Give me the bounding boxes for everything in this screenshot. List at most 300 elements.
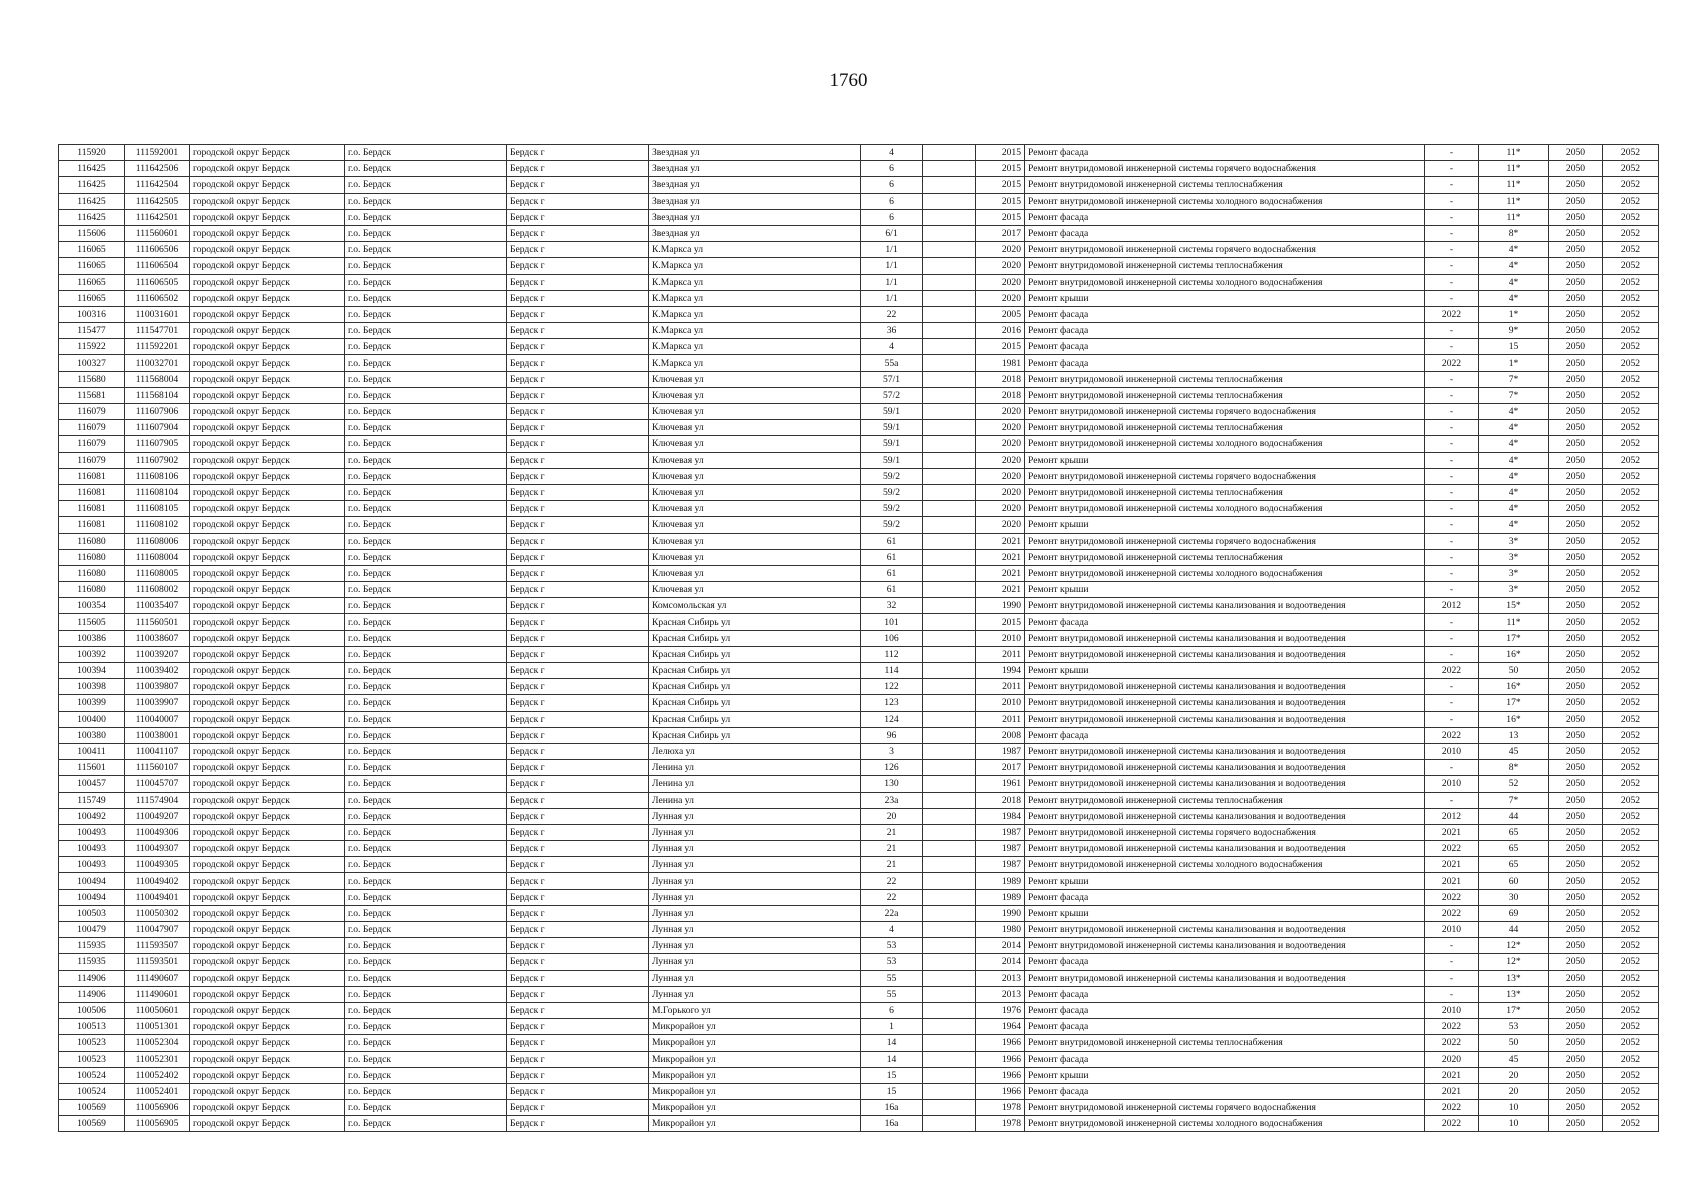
cell-settlement: Бердск г — [507, 1083, 649, 1099]
cell-house-id: 100493 — [59, 824, 125, 840]
cell-municipality: городской округ Бердск — [190, 145, 345, 161]
cell-municipality: городской округ Бердск — [190, 970, 345, 986]
cell-build-year: 2021 — [976, 582, 1025, 598]
cell-element-id: 111608004 — [125, 549, 190, 565]
cell-plan-start-year: 2050 — [1549, 598, 1603, 614]
cell-work-type: Ремонт внутридомовой инженерной системы теплоснабжения — [1025, 1035, 1425, 1051]
cell-last-repair-year: 2022 — [1425, 841, 1479, 857]
cell-build-year: 1987 — [976, 743, 1025, 759]
cell-house-number: 4 — [861, 339, 923, 355]
cell-plan-end-year: 2052 — [1603, 889, 1659, 905]
table-row — [59, 225, 1659, 241]
cell-settlement: Бердск г — [507, 161, 649, 177]
cell-municipal-short: г.о. Бердск — [345, 630, 507, 646]
cell-element-id: 110039907 — [125, 695, 190, 711]
cell-street: Ключевая ул — [649, 371, 861, 387]
cell-house-number: 21 — [861, 824, 923, 840]
cell-street: Красная Сибирь ул — [649, 646, 861, 662]
cell-house-id: 116079 — [59, 420, 125, 436]
cell-housing — [923, 1002, 976, 1018]
cell-street: Лунная ул — [649, 986, 861, 1002]
cell-house-id: 100457 — [59, 776, 125, 792]
cell-wear-percent: 13* — [1479, 986, 1549, 1002]
cell-house-number: 1/1 — [861, 274, 923, 290]
cell-work-type: Ремонт внутридомовой инженерной системы канализования и водоотведения — [1025, 598, 1425, 614]
cell-wear-percent: 11* — [1479, 161, 1549, 177]
cell-plan-start-year: 2050 — [1549, 792, 1603, 808]
cell-last-repair-year: 2021 — [1425, 1067, 1479, 1083]
table-row — [59, 646, 1659, 662]
cell-last-repair-year: - — [1425, 970, 1479, 986]
cell-house-id: 116080 — [59, 533, 125, 549]
cell-municipal-short: г.о. Бердск — [345, 695, 507, 711]
table-row — [59, 452, 1659, 468]
cell-work-type: Ремонт крыши — [1025, 517, 1425, 533]
cell-housing — [923, 290, 976, 306]
cell-municipal-short: г.о. Бердск — [345, 323, 507, 339]
cell-plan-start-year: 2050 — [1549, 873, 1603, 889]
cell-settlement: Бердск г — [507, 468, 649, 484]
cell-element-id: 111608002 — [125, 582, 190, 598]
cell-municipal-short: г.о. Бердск — [345, 274, 507, 290]
cell-municipality: городской округ Бердск — [190, 938, 345, 954]
cell-last-repair-year: - — [1425, 582, 1479, 598]
cell-wear-percent: 11* — [1479, 193, 1549, 209]
cell-plan-end-year: 2052 — [1603, 193, 1659, 209]
cell-municipal-short: г.о. Бердск — [345, 371, 507, 387]
cell-work-type: Ремонт внутридомовой инженерной системы теплоснабжения — [1025, 484, 1425, 500]
cell-wear-percent: 12* — [1479, 954, 1549, 970]
table-row — [59, 290, 1659, 306]
cell-municipal-short: г.о. Бердск — [345, 355, 507, 371]
cell-municipality: городской округ Бердск — [190, 501, 345, 517]
cell-settlement: Бердск г — [507, 727, 649, 743]
table-row — [59, 355, 1659, 371]
cell-plan-end-year: 2052 — [1603, 743, 1659, 759]
cell-municipality: городской округ Бердск — [190, 808, 345, 824]
cell-house-number: 23а — [861, 792, 923, 808]
cell-plan-end-year: 2052 — [1603, 420, 1659, 436]
cell-build-year: 1990 — [976, 598, 1025, 614]
cell-house-id: 116425 — [59, 209, 125, 225]
cell-municipality: городской округ Бердск — [190, 1067, 345, 1083]
cell-plan-start-year: 2050 — [1549, 905, 1603, 921]
cell-house-id: 115935 — [59, 954, 125, 970]
cell-municipal-short: г.о. Бердск — [345, 1035, 507, 1051]
cell-plan-end-year: 2052 — [1603, 841, 1659, 857]
table-row — [59, 760, 1659, 776]
cell-plan-start-year: 2050 — [1549, 501, 1603, 517]
cell-municipal-short: г.о. Бердск — [345, 889, 507, 905]
cell-plan-end-year: 2052 — [1603, 760, 1659, 776]
cell-plan-end-year: 2052 — [1603, 679, 1659, 695]
cell-municipality: городской округ Бердск — [190, 355, 345, 371]
cell-wear-percent: 3* — [1479, 549, 1549, 565]
cell-work-type: Ремонт крыши — [1025, 663, 1425, 679]
table-row — [59, 598, 1659, 614]
cell-element-id: 110051301 — [125, 1019, 190, 1035]
cell-build-year: 2015 — [976, 614, 1025, 630]
cell-work-type: Ремонт внутридомовой инженерной системы горячего водоснабжения — [1025, 468, 1425, 484]
cell-municipality: городской округ Бердск — [190, 614, 345, 630]
cell-house-id: 100493 — [59, 841, 125, 857]
cell-last-repair-year: - — [1425, 792, 1479, 808]
cell-settlement: Бердск г — [507, 841, 649, 857]
cell-house-id: 116079 — [59, 404, 125, 420]
cell-wear-percent: 10 — [1479, 1116, 1549, 1132]
cell-municipal-short: г.о. Бердск — [345, 290, 507, 306]
cell-settlement: Бердск г — [507, 355, 649, 371]
cell-municipal-short: г.о. Бердск — [345, 679, 507, 695]
cell-element-id: 110040007 — [125, 711, 190, 727]
cell-work-type: Ремонт внутридомовой инженерной системы горячего водоснабжения — [1025, 242, 1425, 258]
cell-element-id: 110032701 — [125, 355, 190, 371]
cell-house-id: 100492 — [59, 808, 125, 824]
cell-plan-start-year: 2050 — [1549, 387, 1603, 403]
cell-street: Ключевая ул — [649, 452, 861, 468]
table-row — [59, 177, 1659, 193]
cell-house-number: 123 — [861, 695, 923, 711]
cell-street: Лунная ул — [649, 938, 861, 954]
cell-plan-start-year: 2050 — [1549, 1002, 1603, 1018]
cell-plan-start-year: 2050 — [1549, 727, 1603, 743]
cell-settlement: Бердск г — [507, 225, 649, 241]
cell-settlement: Бердск г — [507, 954, 649, 970]
cell-municipal-short: г.о. Бердск — [345, 452, 507, 468]
cell-settlement: Бердск г — [507, 970, 649, 986]
cell-housing — [923, 646, 976, 662]
table-row — [59, 565, 1659, 581]
cell-municipal-short: г.о. Бердск — [345, 1067, 507, 1083]
cell-build-year: 2005 — [976, 306, 1025, 322]
cell-municipality: городской округ Бердск — [190, 565, 345, 581]
cell-housing — [923, 468, 976, 484]
cell-wear-percent: 8* — [1479, 225, 1549, 241]
cell-housing — [923, 420, 976, 436]
table-row — [59, 663, 1659, 679]
cell-plan-start-year: 2050 — [1549, 290, 1603, 306]
cell-municipal-short: г.о. Бердск — [345, 1002, 507, 1018]
cell-housing — [923, 970, 976, 986]
cell-element-id: 110031601 — [125, 306, 190, 322]
cell-last-repair-year: 2022 — [1425, 1100, 1479, 1116]
cell-street: Ключевая ул — [649, 420, 861, 436]
cell-wear-percent: 4* — [1479, 404, 1549, 420]
cell-settlement: Бердск г — [507, 792, 649, 808]
cell-settlement: Бердск г — [507, 711, 649, 727]
cell-settlement: Бердск г — [507, 889, 649, 905]
cell-element-id: 111592001 — [125, 145, 190, 161]
page-number: 1760 — [829, 70, 868, 91]
cell-plan-end-year: 2052 — [1603, 695, 1659, 711]
cell-build-year: 1966 — [976, 1051, 1025, 1067]
cell-plan-end-year: 2052 — [1603, 614, 1659, 630]
cell-house-id: 116081 — [59, 501, 125, 517]
cell-work-type: Ремонт внутридомовой инженерной системы канализования и водоотведения — [1025, 841, 1425, 857]
cell-settlement: Бердск г — [507, 1116, 649, 1132]
cell-house-id: 116080 — [59, 549, 125, 565]
cell-element-id: 111642501 — [125, 209, 190, 225]
cell-house-number: 4 — [861, 145, 923, 161]
cell-municipality: городской округ Бердск — [190, 727, 345, 743]
cell-work-type: Ремонт внутридомовой инженерной системы горячего водоснабжения — [1025, 1100, 1425, 1116]
table-row — [59, 679, 1659, 695]
cell-house-number: 61 — [861, 533, 923, 549]
table-row — [59, 695, 1659, 711]
cell-work-type: Ремонт внутридомовой инженерной системы канализования и водоотведения — [1025, 776, 1425, 792]
table-row — [59, 193, 1659, 209]
cell-wear-percent: 1* — [1479, 306, 1549, 322]
cell-plan-start-year: 2050 — [1549, 306, 1603, 322]
cell-house-id: 100386 — [59, 630, 125, 646]
cell-plan-start-year: 2050 — [1549, 371, 1603, 387]
table-row — [59, 1019, 1659, 1035]
cell-element-id: 110039807 — [125, 679, 190, 695]
capital-repair-table — [58, 144, 1659, 1132]
cell-work-type: Ремонт внутридомовой инженерной системы канализования и водоотведения — [1025, 938, 1425, 954]
cell-housing — [923, 630, 976, 646]
cell-build-year: 1966 — [976, 1035, 1025, 1051]
cell-element-id: 111560601 — [125, 225, 190, 241]
cell-element-id: 110049305 — [125, 857, 190, 873]
cell-house-id: 116081 — [59, 468, 125, 484]
table-row — [59, 323, 1659, 339]
cell-settlement: Бердск г — [507, 501, 649, 517]
cell-house-id: 100399 — [59, 695, 125, 711]
cell-house-number: 15 — [861, 1083, 923, 1099]
table-row — [59, 727, 1659, 743]
cell-municipality: городской округ Бердск — [190, 873, 345, 889]
cell-house-id: 100494 — [59, 889, 125, 905]
table-row — [59, 549, 1659, 565]
cell-street: Ключевая ул — [649, 404, 861, 420]
table-row — [59, 938, 1659, 954]
cell-house-id: 116080 — [59, 582, 125, 598]
cell-settlement: Бердск г — [507, 582, 649, 598]
cell-settlement: Бердск г — [507, 776, 649, 792]
cell-last-repair-year: - — [1425, 404, 1479, 420]
cell-municipality: городской округ Бердск — [190, 549, 345, 565]
cell-wear-percent: 7* — [1479, 792, 1549, 808]
cell-settlement: Бердск г — [507, 452, 649, 468]
cell-house-number: 22 — [861, 306, 923, 322]
cell-street: Ключевая ул — [649, 501, 861, 517]
cell-work-type: Ремонт фасада — [1025, 225, 1425, 241]
cell-work-type: Ремонт внутридомовой инженерной системы канализования и водоотведения — [1025, 646, 1425, 662]
cell-housing — [923, 986, 976, 1002]
cell-housing — [923, 1051, 976, 1067]
cell-settlement: Бердск г — [507, 614, 649, 630]
cell-element-id: 110049401 — [125, 889, 190, 905]
cell-municipality: городской округ Бердск — [190, 1083, 345, 1099]
cell-municipality: городской округ Бердск — [190, 1019, 345, 1035]
table-row — [59, 436, 1659, 452]
cell-house-id: 100524 — [59, 1083, 125, 1099]
cell-municipal-short: г.о. Бердск — [345, 1116, 507, 1132]
cell-municipality: городской округ Бердск — [190, 776, 345, 792]
cell-plan-end-year: 2052 — [1603, 905, 1659, 921]
cell-last-repair-year: - — [1425, 938, 1479, 954]
cell-municipal-short: г.о. Бердск — [345, 922, 507, 938]
cell-house-id: 100523 — [59, 1035, 125, 1051]
cell-work-type: Ремонт внутридомовой инженерной системы холодного водоснабжения — [1025, 274, 1425, 290]
cell-municipality: городской округ Бердск — [190, 857, 345, 873]
cell-build-year: 2015 — [976, 209, 1025, 225]
cell-settlement: Бердск г — [507, 193, 649, 209]
cell-housing — [923, 679, 976, 695]
cell-housing — [923, 1100, 976, 1116]
cell-work-type: Ремонт фасада — [1025, 339, 1425, 355]
cell-municipality: городской округ Бердск — [190, 323, 345, 339]
cell-house-id: 116065 — [59, 258, 125, 274]
cell-housing — [923, 258, 976, 274]
cell-build-year: 2010 — [976, 695, 1025, 711]
cell-street: Лунная ул — [649, 905, 861, 921]
cell-municipality: городской округ Бердск — [190, 517, 345, 533]
table-row — [59, 1100, 1659, 1116]
cell-street: Звездная ул — [649, 193, 861, 209]
cell-plan-end-year: 2052 — [1603, 598, 1659, 614]
cell-house-id: 115920 — [59, 145, 125, 161]
cell-house-id: 100394 — [59, 663, 125, 679]
cell-settlement: Бердск г — [507, 1100, 649, 1116]
cell-last-repair-year: - — [1425, 630, 1479, 646]
cell-last-repair-year: 2010 — [1425, 1002, 1479, 1018]
cell-street: Ключевая ул — [649, 517, 861, 533]
cell-municipality: городской округ Бердск — [190, 760, 345, 776]
cell-house-number: 59/2 — [861, 484, 923, 500]
cell-plan-start-year: 2050 — [1549, 225, 1603, 241]
cell-street: Звездная ул — [649, 177, 861, 193]
cell-work-type: Ремонт внутридомовой инженерной системы канализования и водоотведения — [1025, 630, 1425, 646]
cell-build-year: 2020 — [976, 501, 1025, 517]
cell-street: К.Маркса ул — [649, 290, 861, 306]
cell-municipality: городской округ Бердск — [190, 371, 345, 387]
cell-street: Ленина ул — [649, 776, 861, 792]
cell-house-number: 106 — [861, 630, 923, 646]
cell-plan-end-year: 2052 — [1603, 663, 1659, 679]
cell-house-number: 16а — [861, 1116, 923, 1132]
cell-house-id: 100524 — [59, 1067, 125, 1083]
cell-work-type: Ремонт фасада — [1025, 986, 1425, 1002]
cell-street: Лунная ул — [649, 954, 861, 970]
cell-housing — [923, 695, 976, 711]
cell-municipal-short: г.о. Бердск — [345, 954, 507, 970]
cell-street: К.Маркса ул — [649, 306, 861, 322]
cell-element-id: 111568004 — [125, 371, 190, 387]
cell-plan-end-year: 2052 — [1603, 1100, 1659, 1116]
cell-housing — [923, 161, 976, 177]
cell-plan-start-year: 2050 — [1549, 1116, 1603, 1132]
cell-wear-percent: 4* — [1479, 452, 1549, 468]
cell-house-number: 59/1 — [861, 452, 923, 468]
cell-house-id: 115681 — [59, 387, 125, 403]
cell-wear-percent: 4* — [1479, 274, 1549, 290]
cell-wear-percent: 65 — [1479, 841, 1549, 857]
cell-element-id: 110050302 — [125, 905, 190, 921]
cell-street: Лунная ул — [649, 857, 861, 873]
cell-plan-start-year: 2050 — [1549, 954, 1603, 970]
cell-house-id: 116081 — [59, 517, 125, 533]
table-row — [59, 517, 1659, 533]
cell-plan-end-year: 2052 — [1603, 954, 1659, 970]
cell-house-number: 22 — [861, 873, 923, 889]
cell-house-id: 115601 — [59, 760, 125, 776]
cell-plan-start-year: 2050 — [1549, 533, 1603, 549]
table-row — [59, 922, 1659, 938]
cell-element-id: 110045707 — [125, 776, 190, 792]
cell-plan-start-year: 2050 — [1549, 970, 1603, 986]
cell-work-type: Ремонт внутридомовой инженерной системы канализования и водоотведения — [1025, 679, 1425, 695]
cell-municipal-short: г.о. Бердск — [345, 517, 507, 533]
table-row — [59, 1083, 1659, 1099]
cell-build-year: 2020 — [976, 517, 1025, 533]
cell-wear-percent: 4* — [1479, 484, 1549, 500]
cell-house-number: 6 — [861, 193, 923, 209]
cell-plan-start-year: 2050 — [1549, 986, 1603, 1002]
cell-plan-end-year: 2052 — [1603, 646, 1659, 662]
cell-housing — [923, 582, 976, 598]
cell-work-type: Ремонт внутридомовой инженерной системы канализования и водоотведения — [1025, 760, 1425, 776]
cell-house-id: 100380 — [59, 727, 125, 743]
table-body — [59, 145, 1659, 1132]
cell-house-id: 100411 — [59, 743, 125, 759]
cell-municipal-short: г.о. Бердск — [345, 549, 507, 565]
cell-housing — [923, 306, 976, 322]
cell-wear-percent: 10 — [1479, 1100, 1549, 1116]
cell-work-type: Ремонт внутридомовой инженерной системы канализования и водоотведения — [1025, 711, 1425, 727]
cell-build-year: 2013 — [976, 970, 1025, 986]
cell-build-year: 2020 — [976, 404, 1025, 420]
cell-last-repair-year: - — [1425, 436, 1479, 452]
cell-municipality: городской округ Бердск — [190, 436, 345, 452]
cell-settlement: Бердск г — [507, 387, 649, 403]
cell-element-id: 111606506 — [125, 242, 190, 258]
cell-house-id: 115606 — [59, 225, 125, 241]
cell-house-number: 53 — [861, 954, 923, 970]
cell-plan-end-year: 2052 — [1603, 776, 1659, 792]
cell-house-number: 15 — [861, 1067, 923, 1083]
cell-settlement: Бердск г — [507, 1051, 649, 1067]
cell-last-repair-year: - — [1425, 501, 1479, 517]
table-row — [59, 824, 1659, 840]
cell-work-type: Ремонт крыши — [1025, 582, 1425, 598]
cell-settlement: Бердск г — [507, 371, 649, 387]
cell-settlement: Бердск г — [507, 679, 649, 695]
cell-municipality: городской округ Бердск — [190, 792, 345, 808]
cell-plan-start-year: 2050 — [1549, 420, 1603, 436]
cell-house-number: 61 — [861, 549, 923, 565]
cell-municipality: городской округ Бердск — [190, 161, 345, 177]
cell-wear-percent: 52 — [1479, 776, 1549, 792]
cell-municipal-short: г.о. Бердск — [345, 938, 507, 954]
cell-wear-percent: 3* — [1479, 565, 1549, 581]
cell-house-id: 100569 — [59, 1100, 125, 1116]
cell-element-id: 111608006 — [125, 533, 190, 549]
cell-plan-end-year: 2052 — [1603, 1067, 1659, 1083]
cell-build-year: 1961 — [976, 776, 1025, 792]
cell-municipality: городской округ Бердск — [190, 743, 345, 759]
cell-street: Ключевая ул — [649, 436, 861, 452]
cell-municipality: городской округ Бердск — [190, 1051, 345, 1067]
cell-municipal-short: г.о. Бердск — [345, 225, 507, 241]
cell-plan-start-year: 2050 — [1549, 177, 1603, 193]
cell-element-id: 111593501 — [125, 954, 190, 970]
cell-last-repair-year: - — [1425, 468, 1479, 484]
cell-last-repair-year: - — [1425, 323, 1479, 339]
cell-plan-start-year: 2050 — [1549, 209, 1603, 225]
cell-plan-start-year: 2050 — [1549, 760, 1603, 776]
